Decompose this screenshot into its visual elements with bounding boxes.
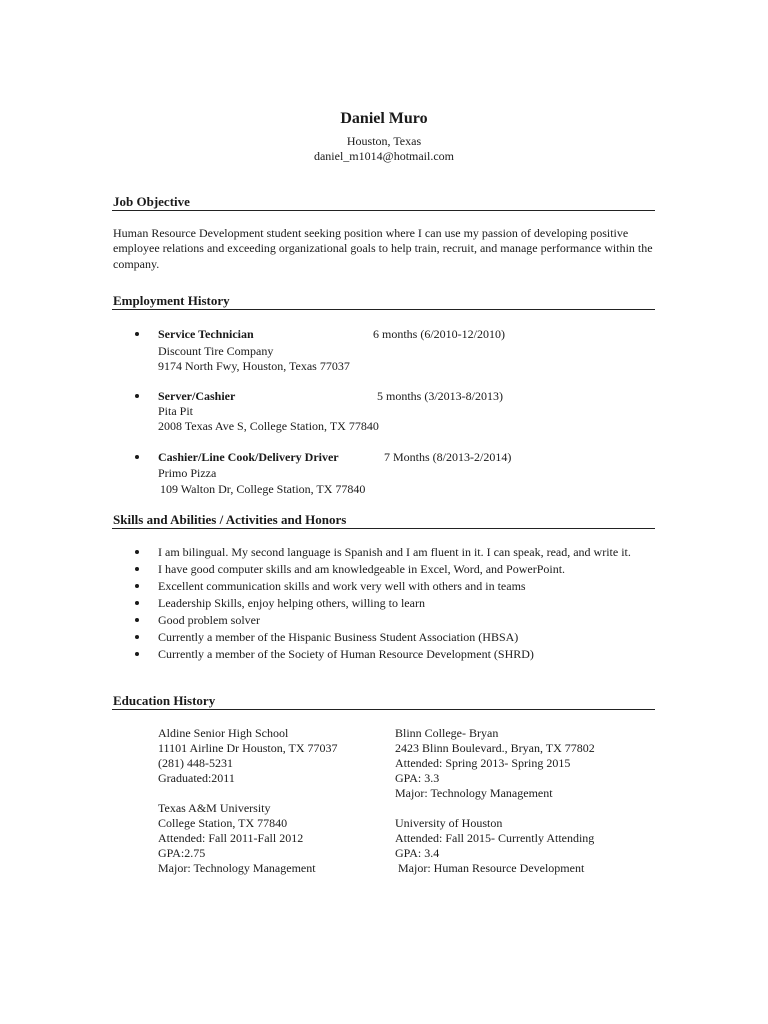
list-item: Leadership Skills, enjoy helping others, willing to learn [158, 596, 425, 610]
school-name: Aldine Senior High School [158, 726, 289, 740]
section-divider [112, 709, 655, 710]
bullet-icon [135, 618, 139, 622]
job-title: Service Technician [158, 327, 254, 341]
bullet-icon [135, 332, 139, 336]
section-heading-education: Education History [113, 693, 216, 708]
bullet-icon [135, 394, 139, 398]
section-divider [112, 528, 655, 529]
school-gpa: GPA: 3.4 [395, 846, 440, 860]
bullet-icon [135, 550, 139, 554]
school-address: College Station, TX 77840 [158, 816, 288, 830]
candidate-location: Houston, Texas [346, 134, 422, 148]
school-attended: Attended: Fall 2011-Fall 2012 [158, 831, 304, 845]
bullet-icon [135, 455, 139, 459]
job-title: Cashier/Line Cook/Delivery Driver [158, 450, 339, 464]
job-duration: 7 Months (8/2013-2/2014) [384, 450, 512, 464]
job-company: Discount Tire Company [158, 344, 274, 358]
job-duration: 5 months (3/2013-8/2013) [377, 389, 503, 403]
school-name: Blinn College- Bryan [395, 726, 499, 740]
job-title: Server/Cashier [158, 389, 236, 403]
job-company: Primo Pizza [158, 466, 217, 480]
job-duration: 6 months (6/2010-12/2010) [373, 327, 505, 341]
bullet-icon [135, 635, 139, 639]
list-item: Excellent communication skills and work very well with others and in teams [158, 579, 526, 593]
bullet-icon [135, 584, 139, 588]
section-divider [112, 210, 655, 211]
school-attended: Attended: Fall 2015- Currently Attending [395, 831, 595, 845]
list-item: Currently a member of the Hispanic Business Student Association (HBSA) [158, 630, 519, 644]
school-gpa: GPA:2.75 [158, 846, 206, 860]
section-heading-objective: Job Objective [113, 194, 190, 209]
school-major: Major: Human Resource Development [395, 861, 585, 875]
school-attended: Attended: Spring 2013- Spring 2015 [395, 756, 571, 770]
list-item: I am bilingual. My second language is Spanish and I am fluent in it. I can speak, read, and write it. [158, 545, 631, 559]
candidate-email: daniel_m1014@hotmail.com [313, 149, 455, 163]
job-address: 2008 Texas Ave S, College Station, TX 77840 [158, 419, 379, 433]
school-gpa: GPA: 3.3 [395, 771, 440, 785]
school-name: University of Houston [395, 816, 503, 830]
section-heading-skills: Skills and Abilities / Activities and Honors [113, 512, 347, 527]
candidate-name: Daniel Muro [340, 110, 428, 127]
objective-text: Human Resource Development student seeking position where I can use my passion of developing positive employee relations and exceeding organizational goals to help train, recruit, and manage performance within the company. [113, 226, 653, 271]
bullet-icon [135, 652, 139, 656]
bullet-icon [135, 567, 139, 571]
job-company: Pita Pit [158, 404, 194, 418]
section-divider [112, 309, 655, 310]
bullet-icon [135, 601, 139, 605]
job-address: 109 Walton Dr, College Station, TX 77840 [160, 482, 366, 496]
list-item: Good problem solver [158, 613, 260, 627]
list-item: I have good computer skills and am knowledgeable in Excel, Word, and PowerPoint. [158, 562, 566, 576]
list-item: Currently a member of the Society of Human Resource Development (SHRD) [158, 647, 534, 661]
school-address: 11101 Airline Dr Houston, TX 77037 [158, 741, 338, 755]
school-major: Major: Technology Management [158, 861, 316, 875]
school-name: Texas A&M University [158, 801, 271, 815]
school-phone: (281) 448-5231 [158, 756, 233, 770]
school-address: 2423 Blinn Boulevard., Bryan, TX 77802 [395, 741, 595, 755]
job-address: 9174 North Fwy, Houston, Texas 77037 [158, 359, 350, 373]
section-heading-employment: Employment History [113, 293, 230, 308]
school-graduated: Graduated:2011 [158, 771, 235, 785]
school-major: Major: Technology Management [395, 786, 553, 800]
